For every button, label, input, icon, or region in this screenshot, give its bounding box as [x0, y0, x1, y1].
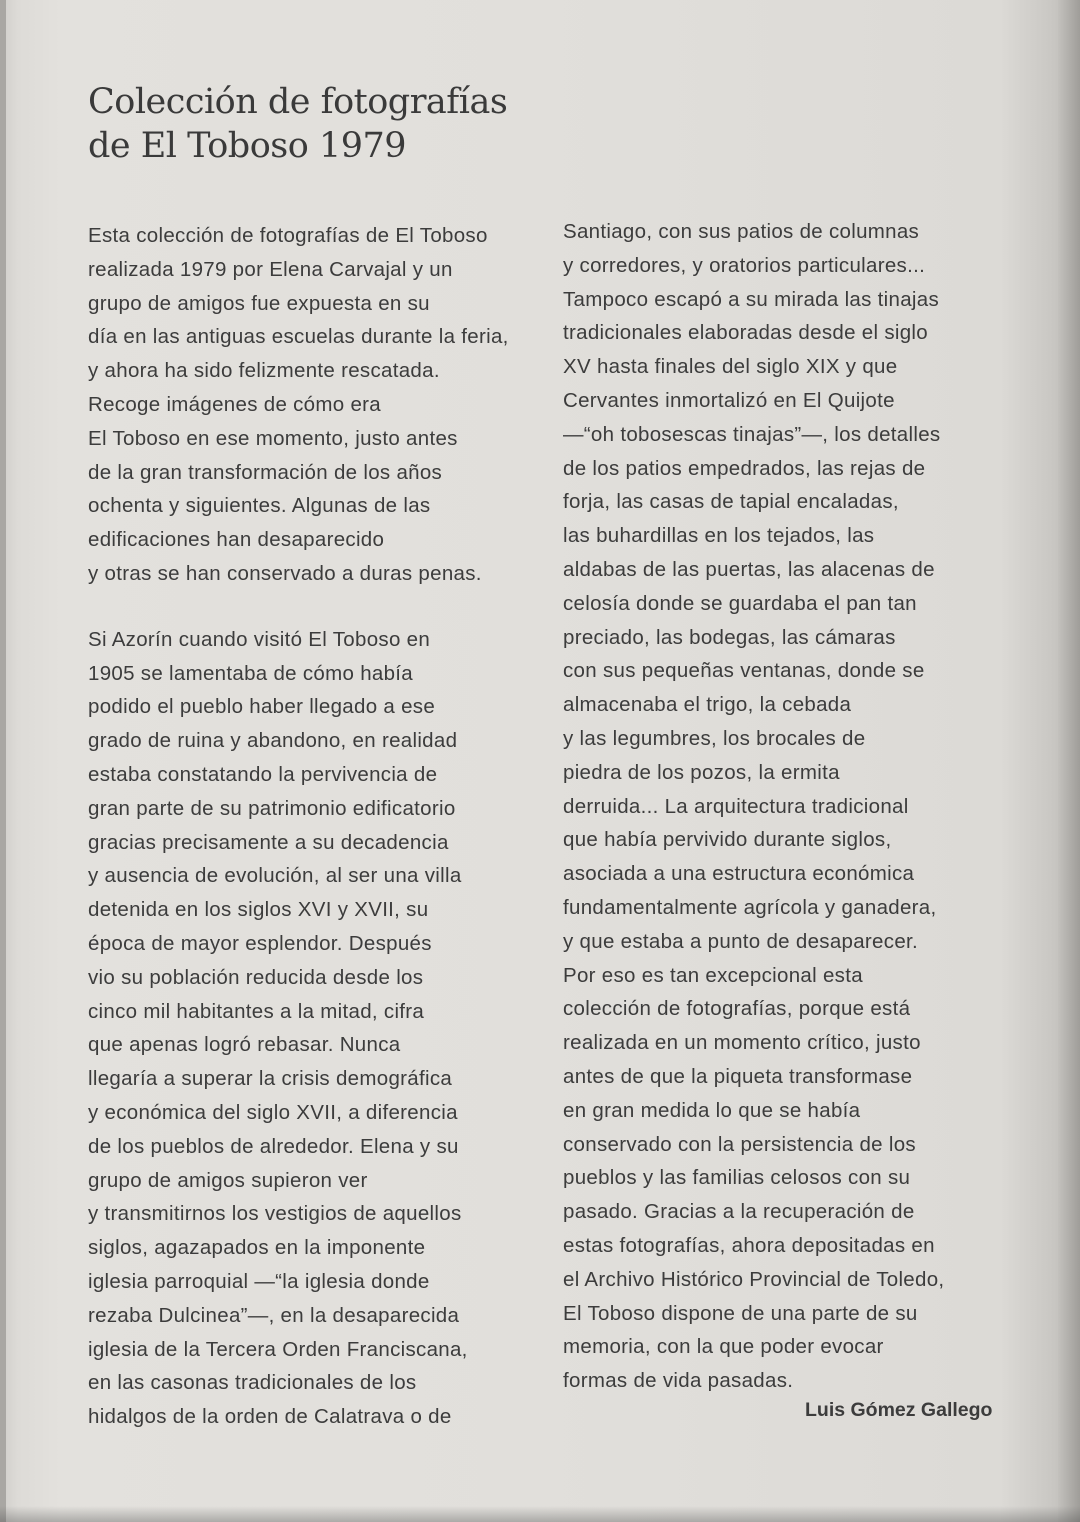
text-line: estaba constatando la pervivencia de [88, 762, 438, 786]
text-line: y las legumbres, los brocales de [563, 726, 866, 750]
text-line: época de mayor esplendor. Después [88, 931, 432, 955]
text-line: estas fotografías, ahora depositadas en [563, 1233, 935, 1257]
paragraph-intro [88, 219, 528, 591]
text-line: y ausencia de evolución, al ser una villa [88, 864, 462, 888]
text-line: de los patios empedrados, las rejas de [563, 456, 926, 480]
text-line: día en las antiguas escuelas durante la feria, [88, 325, 509, 349]
text-line: realizada en un momento crítico, justo [563, 1031, 921, 1055]
text-line: tradicionales elaboradas desde el siglo [563, 321, 928, 345]
text-line: gran parte de su patrimonio edificatorio [88, 796, 456, 820]
text-line: forja, las casas de tapial encaladas, [563, 490, 899, 514]
text-line: Si Azorín cuando visitó El Toboso en [88, 627, 431, 651]
text-line: con sus pequeñas ventanas, donde se [563, 659, 925, 683]
text-line: formas de vida pasadas. [563, 1369, 794, 1393]
text-line: en las casonas tradicionales de los [88, 1371, 417, 1395]
text-line: iglesia parroquial —“la iglesia donde [88, 1269, 430, 1293]
text-line: aldabas de las puertas, las alacenas de [563, 557, 935, 581]
paragraph-gap [88, 591, 528, 623]
text-line: El Toboso en ese momento, justo antes [88, 426, 458, 450]
text-line: antes de que la piqueta transformase [563, 1064, 913, 1088]
paragraph-continuation [563, 215, 1003, 1398]
text-line: podido el pueblo haber llegado a ese [88, 695, 436, 719]
text-line: Cervantes inmortalizó en El Quijote [563, 388, 895, 412]
text-line: fundamentalmente agrícola y ganadera, [563, 895, 937, 919]
right-column [563, 215, 1003, 1398]
text-line: XV hasta finales del siglo XIX y que [563, 355, 898, 379]
text-line: celosía donde se guardaba el pan tan [563, 591, 917, 615]
text-line: grupo de amigos fue expuesta en su [88, 291, 430, 315]
text-line: detenida en los siglos XVI y XVII, su [88, 898, 429, 922]
text-line: asociada a una estructura económica [563, 862, 915, 886]
title-line: Colección de fotografías [88, 82, 508, 122]
text-line: Tampoco escapó a su mirada las tinajas [563, 287, 940, 311]
text-line: rezaba Dulcinea”—, en la desaparecida [88, 1303, 460, 1327]
text-line: que había pervivido durante siglos, [563, 828, 892, 852]
text-line: edificaciones han desaparecido [88, 528, 385, 552]
page-right-edge [1058, 0, 1080, 1522]
text-line: iglesia de la Tercera Orden Franciscana, [88, 1337, 468, 1361]
text-line: de la gran transformación de los años [88, 460, 443, 484]
text-line: Por eso es tan excepcional esta [563, 963, 863, 987]
text-line: colección de fotografías, porque está [563, 997, 911, 1021]
text-line: pueblos y las familias celosos con su [563, 1166, 911, 1190]
paragraph-azorin [88, 623, 528, 1434]
text-line: y otras se han conservado a duras penas. [88, 561, 482, 585]
text-line: 1905 se lamentaba de cómo había [88, 661, 413, 685]
text-line: en gran medida lo que se había [563, 1098, 861, 1122]
text-line: preciado, las bodegas, las cámaras [563, 625, 896, 649]
text-line: y corredores, y oratorios particulares... [563, 253, 926, 277]
author-signature: Luis Gómez Gallego [805, 1399, 993, 1421]
text-line: siglos, agazapados en la imponente [88, 1236, 426, 1260]
page-left-edge [0, 0, 6, 1522]
text-line: pasado. Gracias a la recuperación de [563, 1200, 915, 1224]
text-line: almacenaba el trigo, la cebada [563, 693, 852, 717]
text-line: El Toboso dispone de una parte de su [563, 1301, 918, 1325]
text-line: Santiago, con sus patios de columnas [563, 220, 920, 243]
text-line: y que estaba a punto de desaparecer. [563, 929, 919, 953]
title-line: de El Toboso 1979 [88, 126, 407, 166]
text-line: ochenta y siguientes. Algunas de las [88, 494, 431, 518]
text-line: grado de ruina y abandono, en realidad [88, 729, 458, 753]
left-column [88, 219, 528, 1434]
text-line: el Archivo Histórico Provincial de Toledo, [563, 1267, 945, 1291]
text-line: las buhardillas en los tejados, las [563, 524, 875, 548]
text-line: conservado con la persistencia de los [563, 1132, 916, 1156]
text-line: y económica del siglo XVII, a diferencia [88, 1100, 458, 1124]
text-line: gracias precisamente a su decadencia [88, 830, 449, 854]
text-line: cinco mil habitantes a la mitad, cifra [88, 999, 425, 1023]
text-line: llegaría a superar la crisis demográfica [88, 1067, 453, 1091]
text-line: hidalgos de la orden de Calatrava o de [88, 1405, 452, 1429]
page-bottom-shadow [0, 1506, 1080, 1522]
text-line: de los pueblos de alrededor. Elena y su [88, 1134, 459, 1158]
text-line: Esta colección de fotografías de El Toboso [88, 224, 488, 247]
text-line: y ahora ha sido felizmente rescatada. [88, 359, 440, 383]
text-line: y transmitirnos los vestigios de aquellos [88, 1202, 462, 1226]
text-line: piedra de los pozos, la ermita [563, 760, 840, 784]
text-line: realizada 1979 por Elena Carvajal y un [88, 257, 453, 281]
text-line: —“oh tobosescas tinajas”—, los detalles [563, 422, 941, 446]
page-title [88, 80, 507, 168]
text-line: memoria, con la que poder evocar [563, 1335, 884, 1359]
text-line: Recoge imágenes de cómo era [88, 392, 381, 416]
text-line: derruida... La arquitectura tradicional [563, 794, 909, 818]
text-line: que apenas logró rebasar. Nunca [88, 1033, 401, 1057]
text-line: vio su población reducida desde los [88, 965, 424, 989]
text-line: grupo de amigos supieron ver [88, 1168, 368, 1192]
